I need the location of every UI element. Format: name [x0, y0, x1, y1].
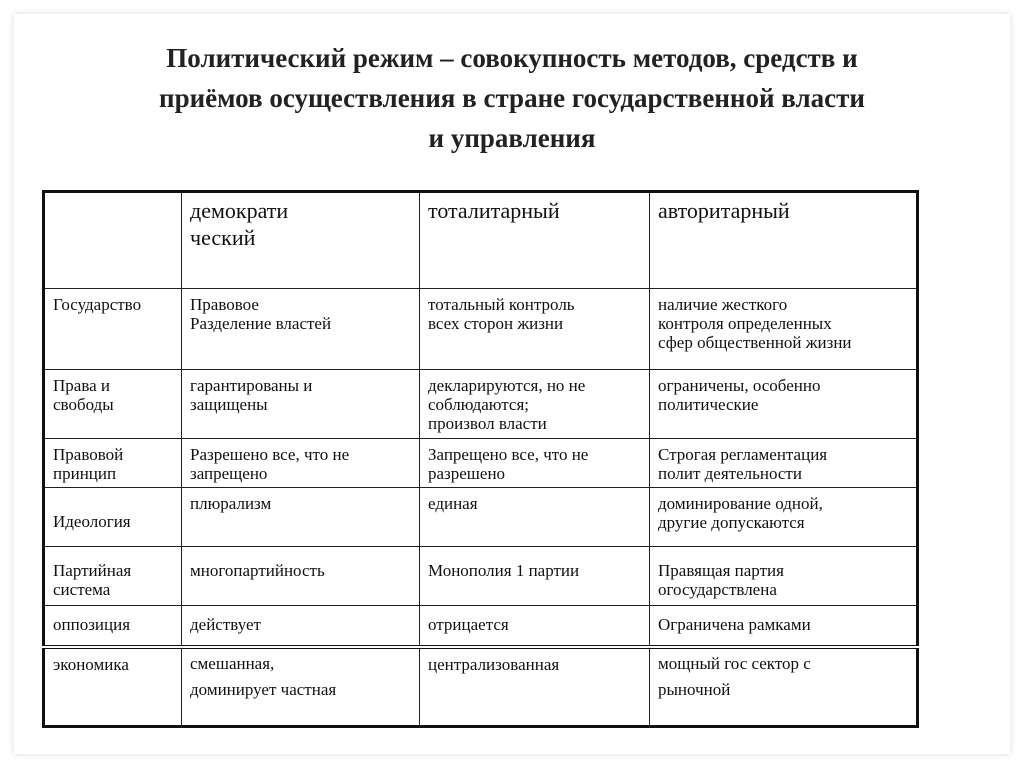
table-cell [420, 647, 650, 727]
table-row [44, 606, 918, 647]
header-cell [182, 192, 420, 289]
row-label [44, 439, 182, 488]
table-cell [182, 289, 420, 370]
cell-text: оппозиция [53, 615, 131, 634]
table-cell [182, 647, 420, 727]
cell-text: доминирование одной, другие допускаются [658, 494, 823, 532]
table-cell [420, 289, 650, 370]
cell-text: смешанная, доминирует частная [190, 653, 337, 699]
cell-text: Государство [53, 295, 142, 314]
cell-text: экономика [53, 654, 129, 674]
table-cell [182, 488, 420, 547]
cell-text: Партийная система [53, 561, 132, 599]
cell-text: декларируются, но не соблюдаются; произвол власти [428, 376, 586, 433]
cell-text: демократи ческий [190, 198, 289, 250]
table-row [44, 488, 918, 547]
cell-text: тотальный контроль всех сторон жизни [428, 295, 575, 333]
cell-text: Правовой принцип [53, 445, 124, 483]
cell-text: авторитарный [658, 198, 790, 223]
table-cell [650, 439, 918, 488]
cell-text: Разрешено все, что не запрещено [190, 445, 350, 483]
table-cell [182, 606, 420, 647]
slide-title [0, 38, 1024, 158]
cell-text: гарантированы и защищены [190, 376, 313, 414]
cell-text: отрицается [428, 615, 509, 634]
header-cell [420, 192, 650, 289]
cell-text: Монополия 1 партии [428, 561, 580, 580]
cell-text: Идеология [53, 512, 131, 531]
cell-text: Правящая партия огосударствлена [658, 561, 784, 599]
row-label [44, 289, 182, 370]
cell-text: Запрещено все, что не разрешено [428, 445, 589, 483]
cell-text: Права и свободы [53, 376, 114, 414]
cell-text: единая [428, 494, 478, 513]
table-row [44, 289, 918, 370]
table-row [44, 547, 918, 606]
header-cell [650, 192, 918, 289]
header-cell [44, 192, 182, 289]
slide-title-text: Политический режим – совокупность методов, средств и приёмов осуществления в стране государственной власти и управления [159, 43, 865, 153]
table-cell [650, 547, 918, 606]
table-cell [420, 488, 650, 547]
table-cell [650, 647, 918, 727]
table-cell [420, 547, 650, 606]
table-cell [182, 370, 420, 439]
cell-text: Правовое Разделение властей [190, 295, 332, 333]
table-row [44, 647, 918, 727]
row-label [44, 647, 182, 727]
political-regimes-table [42, 190, 919, 728]
table-cell [182, 439, 420, 488]
cell-text: мощный гос сектор с рыночной [658, 653, 811, 699]
cell-text: Ограничена рамками [658, 615, 811, 634]
table-cell [650, 606, 918, 647]
cell-text: действует [190, 615, 261, 634]
table-cell [650, 370, 918, 439]
table-header-row [44, 192, 918, 289]
cell-text: централизованная [428, 654, 560, 674]
row-label [44, 488, 182, 547]
cell-text: ограничены, особенно политические [658, 376, 821, 414]
cell-text: тоталитарный [428, 198, 560, 223]
table-cell [182, 547, 420, 606]
row-label [44, 370, 182, 439]
table-cell [420, 439, 650, 488]
table-cell [420, 606, 650, 647]
row-label [44, 547, 182, 606]
table-cell [650, 289, 918, 370]
table-cell [650, 488, 918, 547]
table-row [44, 439, 918, 488]
cell-text: многопартийность [190, 561, 325, 580]
row-label [44, 606, 182, 647]
table-cell [420, 370, 650, 439]
table-row [44, 370, 918, 439]
cell-text: Строгая регламентация полит деятельности [658, 445, 828, 483]
cell-text: наличие жесткого контроля определенных сфер общественной жизни [658, 295, 852, 352]
cell-text: плюрализм [190, 494, 272, 513]
